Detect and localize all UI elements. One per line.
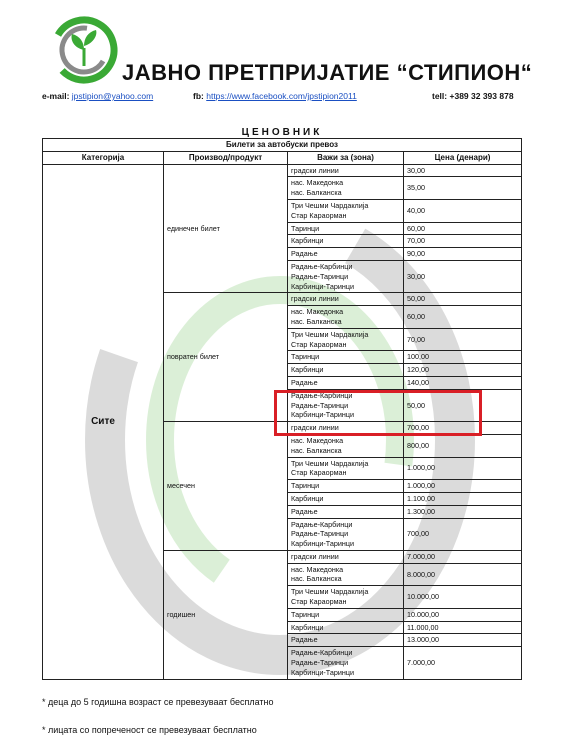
column-header-product: Производ/продукт <box>164 151 288 164</box>
zone-line: Карбинци-Таринци <box>291 281 354 291</box>
zone-line: Карбинци <box>291 493 324 503</box>
category-cell: Сите <box>43 164 164 679</box>
zone-line: Стар Караорман <box>291 468 347 478</box>
zone-line: Радање <box>291 249 318 259</box>
note-disability: * лицата со попреченост се превезуваат бесплатно <box>42 725 257 735</box>
zone-line: Радање-Карбинци <box>291 390 353 400</box>
zone-line: Три Чешми Чардаклија <box>291 329 369 339</box>
price-cell: 30,00 <box>404 260 522 292</box>
zone-line: Таринци <box>291 481 320 491</box>
zone-line: Карбинци-Таринци <box>291 539 354 549</box>
product-cell: месечен <box>164 422 288 551</box>
price-cell: 7.000,00 <box>404 550 522 563</box>
column-header-category: Категорија <box>43 151 164 164</box>
price-cell: 40,00 <box>404 199 522 222</box>
zone-line: Радање-Таринци <box>291 271 349 281</box>
zone-line: нас. Македонка <box>291 435 344 445</box>
zone-cell <box>288 328 404 351</box>
zone-line: нас. Македонка <box>291 178 344 188</box>
zone-line: Карбинци-Таринци <box>291 667 354 677</box>
zone-cell <box>288 260 404 292</box>
price-cell: 7.000,00 <box>404 647 522 679</box>
zone-line: градски линии <box>291 294 339 304</box>
zone-line: Радање <box>291 377 318 387</box>
zone-line: Карбинци-Таринци <box>291 410 354 420</box>
column-header-zone: Важи за (зона) <box>288 151 404 164</box>
price-cell: 60,00 <box>404 306 522 329</box>
zone-line: Стар Караорман <box>291 339 347 349</box>
facebook-line <box>193 91 357 101</box>
price-cell: 70,00 <box>404 328 522 351</box>
zone-cell <box>288 621 404 634</box>
zone-cell <box>288 351 404 364</box>
price-cell: 700,00 <box>404 422 522 435</box>
zone-cell <box>288 376 404 389</box>
price-cell: 11.000,00 <box>404 621 522 634</box>
zone-line: нас. Македонка <box>291 564 344 574</box>
zone-line: Три Чешми Чардаклија <box>291 587 369 597</box>
zone-line: нас. Балканска <box>291 445 342 455</box>
product-cell: годишен <box>164 550 288 679</box>
zone-cell <box>288 293 404 306</box>
zone-line: Карбинци <box>291 622 324 632</box>
zone-line: Радање <box>291 506 318 516</box>
phone-line <box>432 91 514 101</box>
price-list-heading: ЦЕНОВНИК <box>241 127 323 138</box>
price-cell: 1.000,00 <box>404 457 522 480</box>
zone-line: градски линии <box>291 551 339 561</box>
table-row <box>43 164 522 177</box>
zone-cell <box>288 434 404 457</box>
price-cell: 30,00 <box>404 164 522 177</box>
facebook-label: fb: <box>193 91 204 101</box>
zone-cell <box>288 480 404 493</box>
zone-cell <box>288 563 404 586</box>
zone-line: Таринци <box>291 609 320 619</box>
zone-line: Таринци <box>291 223 320 233</box>
price-cell: 120,00 <box>404 364 522 377</box>
zone-line: нас. Балканска <box>291 188 342 198</box>
zone-line: Три Чешми Чардаклија <box>291 200 369 210</box>
price-cell: 1.300,00 <box>404 505 522 518</box>
zone-line: Радање-Таринци <box>291 529 349 539</box>
zone-line: Радање-Карбинци <box>291 261 353 271</box>
zone-cell <box>288 586 404 609</box>
zone-cell <box>288 177 404 200</box>
zone-cell <box>288 492 404 505</box>
zone-line: Стар Караорман <box>291 210 347 220</box>
price-cell: 60,00 <box>404 222 522 235</box>
table-caption: Билети за автобуски превоз <box>43 139 522 152</box>
zone-line: Радање-Таринци <box>291 400 349 410</box>
zone-line: Карбинци <box>291 365 324 375</box>
company-logo <box>48 14 120 86</box>
zone-line: градски линии <box>291 165 339 175</box>
note-children: * деца до 5 годишна возраст се превезуваат бесплатно <box>42 697 274 707</box>
product-cell: повратен билет <box>164 293 288 422</box>
price-cell: 1.000,00 <box>404 480 522 493</box>
column-header-price: Цена (денари) <box>404 151 522 164</box>
zone-cell <box>288 518 404 550</box>
zone-line: нас. Македонка <box>291 307 344 317</box>
zone-line: Радање-Таринци <box>291 658 349 668</box>
price-cell: 50,00 <box>404 293 522 306</box>
zone-line: нас. Балканска <box>291 316 342 326</box>
zone-line: Три Чешми Чардаклија <box>291 458 369 468</box>
price-cell: 8.000,00 <box>404 563 522 586</box>
phone-number: +389 32 393 878 <box>449 91 514 101</box>
email-link[interactable]: jpstipion@yahoo.com <box>71 91 154 101</box>
zone-cell <box>288 164 404 177</box>
price-cell: 70,00 <box>404 235 522 248</box>
zone-cell <box>288 235 404 248</box>
zone-cell <box>288 222 404 235</box>
zone-line: Таринци <box>291 352 320 362</box>
highlight-box <box>274 390 482 436</box>
price-cell: 35,00 <box>404 177 522 200</box>
zone-cell <box>288 199 404 222</box>
zone-line: Радање-Карбинци <box>291 519 353 529</box>
zone-cell <box>288 457 404 480</box>
zone-line: нас. Балканска <box>291 574 342 584</box>
price-cell: 1.100,00 <box>404 492 522 505</box>
zone-cell <box>288 647 404 679</box>
zone-cell <box>288 550 404 563</box>
zone-line: градски линии <box>291 423 339 433</box>
zone-cell <box>288 505 404 518</box>
zone-cell <box>288 634 404 647</box>
price-cell: 13.000,00 <box>404 634 522 647</box>
price-cell: 140,00 <box>404 376 522 389</box>
facebook-link[interactable]: https://www.facebook.com/jpstipion2011 <box>206 91 357 101</box>
zone-cell <box>288 306 404 329</box>
price-cell: 10.000,00 <box>404 586 522 609</box>
zone-line: Карбинци <box>291 236 324 246</box>
zone-cell <box>288 608 404 621</box>
price-cell: 90,00 <box>404 248 522 261</box>
price-cell: 100,00 <box>404 351 522 364</box>
zone-line: Радање-Карбинци <box>291 648 353 658</box>
email-label: e-mail: <box>42 91 70 101</box>
price-cell: 700,00 <box>404 518 522 550</box>
zone-line: Радање <box>291 635 318 645</box>
email-line <box>42 91 153 101</box>
price-cell: 800,00 <box>404 434 522 457</box>
zone-cell <box>288 364 404 377</box>
zone-cell <box>288 248 404 261</box>
zone-line: Стар Караорман <box>291 597 347 607</box>
price-cell: 50,00 <box>404 389 522 421</box>
company-title: ЈАВНО ПРЕТПРИЈАТИЕ “СТИПИОН“ <box>122 60 533 85</box>
price-cell: 10.000,00 <box>404 608 522 621</box>
product-cell: единечен билет <box>164 164 288 293</box>
phone-label: tell: <box>432 91 448 101</box>
